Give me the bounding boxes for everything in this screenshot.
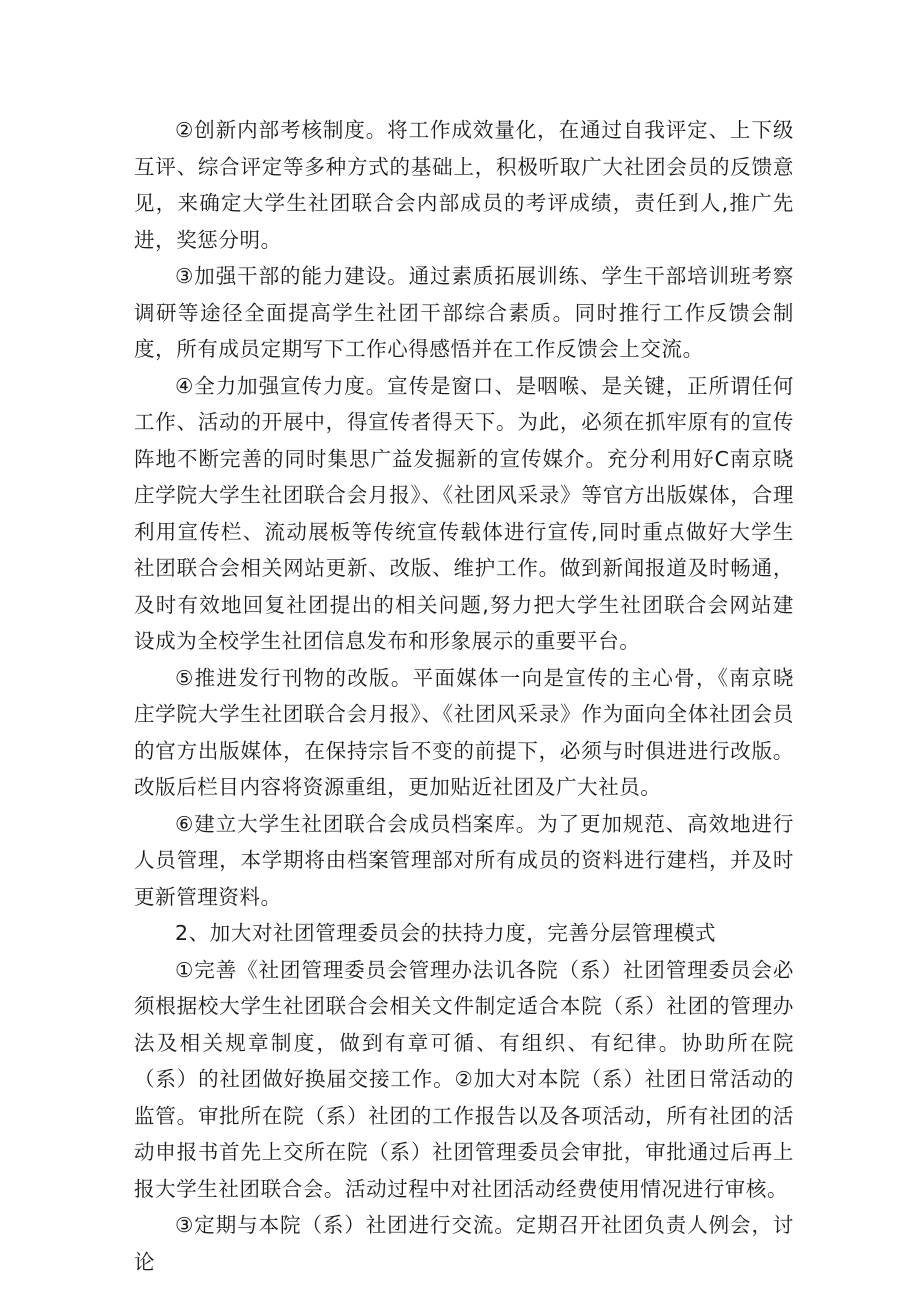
document-page bbox=[134, 112, 794, 1280]
paragraph-cadre-building: ③加强干部的能力建设。通过素质拓展训练、学生干部培训班考察调研等途径全面提高学生社团干部综合素质。同时推行工作反馈会制度，所有成员定期写下工作心得感悟并在工作反馈会上交流。 bbox=[134, 264, 794, 361]
section-heading-management-committee: 2、加大对社团管理委员会的扶持力度，完善分层管理模式 bbox=[175, 921, 717, 945]
paragraph-publicity: ④全力加强宣传力度。宣传是窗口、是咽喉、是关键，正所谓任何工作、活动的开展中，得宣传者得天下。为此，必须在抓牢原有的宣传阵地不断完善的同时集思广益发掘新的宣传媒介。充分利用好C南京晓庄学院大学生社团联合会月报》、《社团风采录》等官方出版媒体，合理利用宣传栏、流动展板等传统宣传载体进行宣传,同时重点做好大学生社团联合会相关网站更新、改版、维护工作。做到新闻报道及时畅通，及时有效地回复社团提出的相关问题,努力把大学生社团联合会网站建设成为全校学生社团信息发布和形象展示的重要平台。 bbox=[134, 373, 794, 653]
paragraph-assessment-system: ②创新内部考核制度。将工作成效量化，在通过自我评定、上下级互评、综合评定等多种方式的基础上，积极听取广大社团会员的反馈意见，来确定大学生社团联合会内部成员的考评成绩，责任到人,推广先进，奖惩分明。 bbox=[134, 118, 794, 252]
paragraph-publication-revision: ⑤推进发行刊物的改版。平面媒体一向是宣传的主心骨，《南京晓庄学院大学生社团联合会月报》、《社团风采录》作为面向全体社团会员的官方出版媒体，在保持宗旨不变的前提下，必须与时俱进进行改版。改版后栏目内容将资源重组，更加贴近社团及广大社员。 bbox=[134, 665, 794, 799]
paragraph-regular-exchange: ③定期与本院（系）社团进行交流。定期召开社团负责人例会，讨论 bbox=[134, 1213, 794, 1274]
paragraph-member-archive: ⑥建立大学生社团联合会成员档案库。为了更加规范、高效地进行人员管理，本学期将由档案管理部对所有成员的资料进行建档，并及时更新管理资料。 bbox=[134, 811, 794, 909]
paragraph-management-measures: ①完善《社团管理委员会管理办法讥各院（系）社团管理委员会必须根据校大学生社团联合会相关文件制定适合本院（系）社团的管理办法及相关规章制度，做到有章可循、有组织、有纪律。协助所在院（系）的社团做好换届交接工作。②加大对本院（系）社团日常活动的监管。审批所在院（系）社团的工作报告以及各项活动，所有社团的活动申报书首先上交所在院（系）社团管理委员会审批，审批通过后再上报大学生社团联合会。活动过程中对社团活动经费使用情况进行审核。 bbox=[134, 957, 794, 1201]
